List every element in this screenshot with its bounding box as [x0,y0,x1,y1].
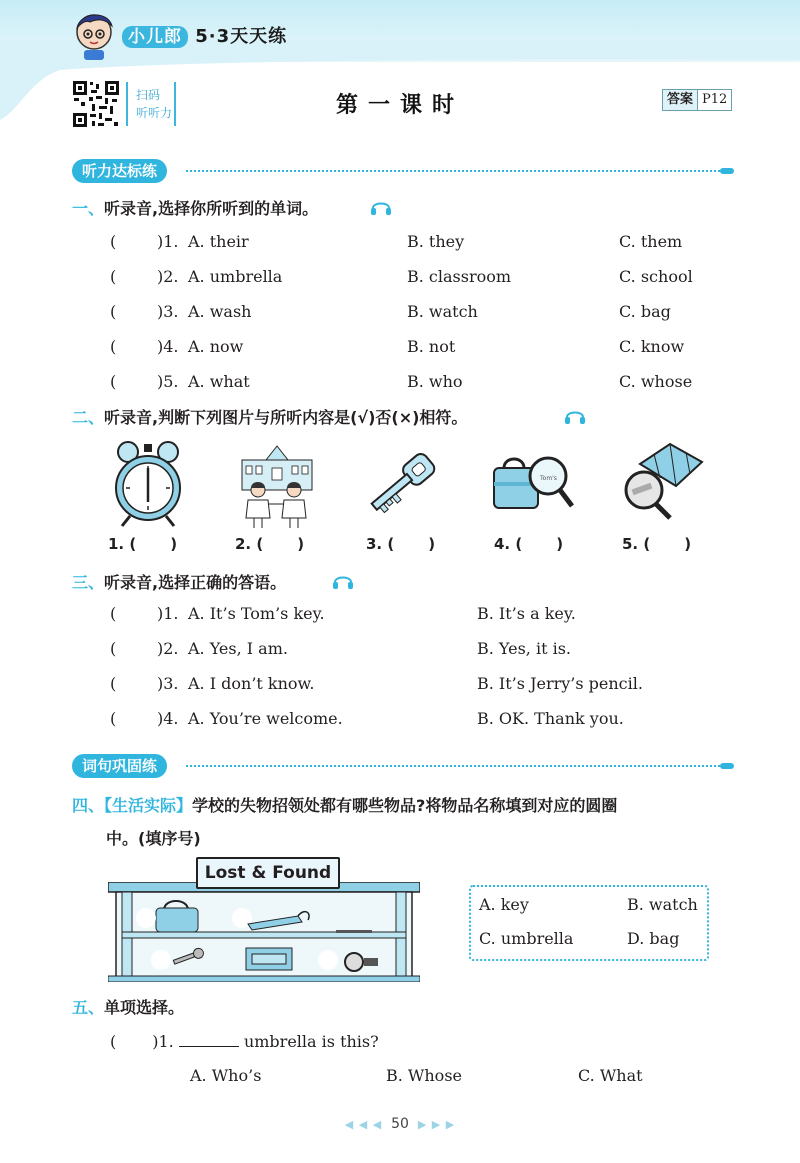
footer-right-arrows-icon: ▶ ▶ ▶ [417,1118,456,1131]
item-number: )4. [157,337,179,356]
q2-number: 二、 [72,408,105,427]
answer-paren-open[interactable]: ( [110,709,117,728]
page-footer [0,1116,800,1132]
option-b: B. It’s a key. [477,604,576,623]
q2-heading [72,405,467,428]
brand-title [122,22,287,48]
option-c: C. whose [619,372,693,391]
brand-xl: 小儿郎 [122,26,188,48]
option-b: B. watch [407,302,478,321]
option-d: D. bag [627,929,680,948]
option-b: B. classroom [407,267,512,286]
answer-tag [662,89,732,111]
item-number: )1. [157,604,179,623]
option-a: A. umbrella [188,267,283,286]
section-tag-vocab: 词句巩固练 [72,754,167,778]
school-girls-picture [236,442,318,528]
label-number: 1. ( [108,535,137,553]
item-number: )1. [152,1032,174,1051]
q5-heading [72,995,184,1018]
lost-found-shelf-picture [108,882,420,982]
q3-heading [72,570,286,593]
q2-label-2[interactable] [235,535,304,553]
q5-option-c: C. What [578,1066,643,1085]
section-tag-listening: 听力达标练 [72,159,167,183]
fill-blank[interactable] [179,1030,239,1047]
key-picture [364,448,444,518]
answer-paren-open[interactable]: ( [110,674,117,693]
svg-text:Tom's: Tom's [540,475,557,482]
section-divider-end [720,763,734,769]
q2-label-4[interactable] [494,535,563,553]
headphones-icon[interactable] [370,198,392,216]
label-close: ) [297,535,305,553]
bag-magnifier-picture [490,452,576,514]
section-divider [186,765,720,767]
q1-title: 听录音,选择你所听到的单词。 [104,199,319,218]
q4-title-line1: 学校的失物招领处都有哪些物品?将物品名称填到对应的圆圈 [192,796,618,815]
q3-title: 听录音,选择正确的答语。 [104,573,287,592]
option-b: B. they [407,232,465,251]
item-number: )4. [157,709,179,728]
answer-paren-open[interactable]: ( [110,639,117,658]
option-b: B. OK. Thank you. [477,709,624,728]
q5-option-a: A. Who’s [190,1066,262,1085]
label-number: 4. ( [494,535,523,553]
q2-label-5[interactable] [622,535,691,553]
option-c: C. them [619,232,683,251]
item-number: )3. [157,302,179,321]
option-a: A. their [188,232,249,251]
scan-label: 扫码 [136,88,161,102]
option-a: A. now [188,337,244,356]
option-a: A. Yes, I am. [188,639,288,658]
q5-title: 单项选择。 [104,998,185,1017]
lost-found-sign: Lost & Found [196,857,340,889]
item-number: )3. [157,674,179,693]
answer-paren-open[interactable]: ( [110,267,117,286]
answer-paren-open[interactable]: ( [110,302,117,321]
option-a: A. I don’t know. [188,674,315,693]
answer-paren-open[interactable]: ( [110,1032,117,1051]
option-c: C. umbrella [479,929,574,948]
alarm-clock-picture [110,440,186,528]
q4-heading [72,793,617,816]
answer-paren-open[interactable]: ( [110,604,117,623]
brand-rest: 5·3天天练 [195,26,288,47]
label-number: 2. ( [235,535,264,553]
label-close: ) [170,535,178,553]
q2-label-1[interactable] [108,535,177,553]
headphones-icon[interactable] [564,407,586,425]
mascot-icon [70,8,118,60]
option-a: A. key [479,895,529,914]
section-divider [186,170,720,172]
q4-title-line2: 中。(填序号) [106,829,201,848]
option-a: A. It’s Tom’s key. [188,604,325,623]
label-number: 3. ( [366,535,395,553]
footer-left-arrows-icon: ◀ ◀ ◀ [344,1118,383,1131]
answer-paren-open[interactable]: ( [110,337,117,356]
option-a: A. You’re welcome. [188,709,343,728]
q2-label-3[interactable] [366,535,435,553]
option-a: A. what [188,372,250,391]
item-number: )5. [157,372,179,391]
option-c: C. school [619,267,693,286]
listen-label: 听听力 [136,106,173,120]
headphones-icon[interactable] [332,572,354,590]
option-b: B. Yes, it is. [477,639,571,658]
q4-options-box [469,885,709,961]
q1-number: 一、 [72,199,105,218]
section-divider-end [720,168,734,174]
q3-number: 三、 [72,573,105,592]
q5-item-1 [110,1030,379,1051]
q4-tag: 【生活实际】 [104,796,193,815]
lesson-title: 第一课时 [335,93,464,118]
answer-label: 答案 [667,92,694,107]
umbrella-magnifier-picture [618,442,704,520]
page-number: 50 [391,1116,409,1132]
option-b: B. who [407,372,463,391]
answer-page: P12 [697,90,731,110]
item-number: )2. [157,267,179,286]
label-number: 5. ( [622,535,651,553]
label-close: ) [684,535,692,553]
item-number: )2. [157,639,179,658]
option-b: B. watch [627,895,698,914]
label-close: ) [556,535,564,553]
question-stem: umbrella is this? [243,1032,379,1051]
answer-paren-open[interactable]: ( [110,372,117,391]
item-number: )1. [157,232,179,251]
q4-number: 四、 [72,796,105,815]
q2-title: 听录音,判断下列图片与所听内容是(√)否(×)相符。 [104,408,468,427]
q5-option-b: B. Whose [386,1066,462,1085]
q1-heading [72,196,318,219]
q5-number: 五、 [72,998,105,1017]
option-b: B. It’s Jerry’s pencil. [477,674,643,693]
label-close: ) [428,535,436,553]
answer-paren-open[interactable]: ( [110,232,117,251]
option-c: C. know [619,337,685,356]
option-a: A. wash [188,302,252,321]
option-b: B. not [407,337,456,356]
option-c: C. bag [619,302,671,321]
